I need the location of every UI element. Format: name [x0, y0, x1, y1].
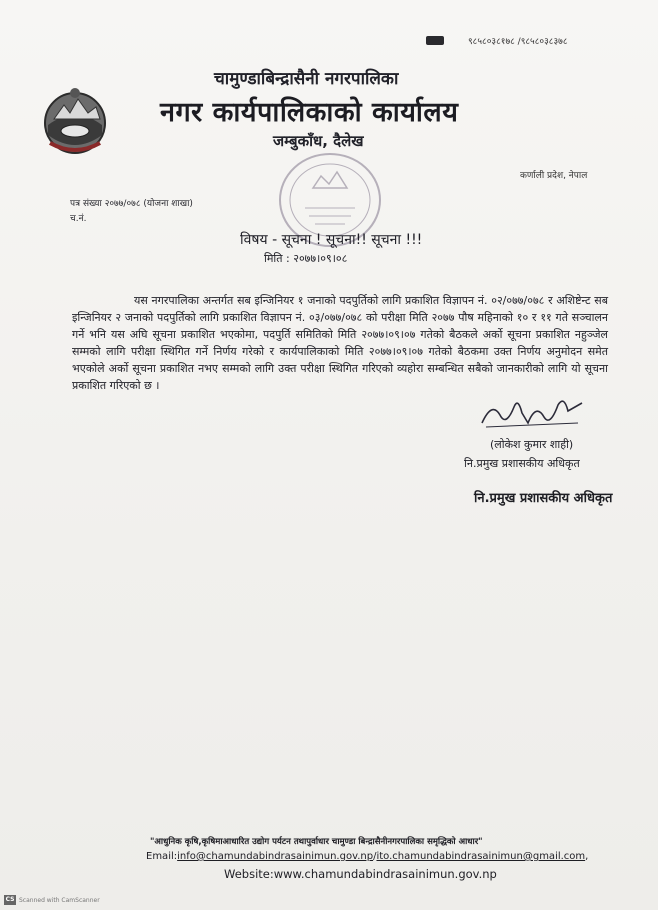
phone-icon — [426, 36, 444, 45]
notice-subject: विषय - सूचना ! सूचना!! सूचना !!! — [240, 232, 423, 248]
email-separator: / — [373, 851, 377, 862]
footer-motto: "आधुनिक कृषि,कृषिमाआधारित उद्योग पर्यटन तथापुर्वाधार चामुण्डा बिन्द्रासैनीनगरपालिका समृद्धिको आधार" — [150, 837, 483, 847]
email-link-ito[interactable]: ito.chamundabindrasainimun@gmail.com — [376, 851, 586, 862]
email-link-info[interactable]: info@chamundabindrasainimun.gov.np — [177, 851, 374, 862]
notice-body: यस नगरपालिका अन्तर्गत सब इन्जिनियर १ जनाको पदपुर्तिको लागि प्रकाशित विज्ञापन नं. ०२/०७७/०७८ र अशिष्टेन्ट सब इन्जिनियर २ जनाको पदपुर्तिको लागि प्रकाशित विज्ञापन नं. ०३/०७७/०७८ को परीक्षा मिति २०७७ पौष महिनाको १० र ११ गते सञ्चालन गर्ने भनि यस अघि सूचना प्रकाशित भएकोमा, पदपुर्ति समितिको मिति २०७७।०९।०७ गतेको बैठकले अर्को सूचना प्रकाशित नहुञ्जेल सम्मको लागि परीक्षा स्थिगित गर्ने निर्णय गरेको र कार्यपालिकाको मिति २०७७।०९।०७ गतेको बैठकमा उक्त निर्णय अनुमोदन समेत भएकोले अर्को सूचना प्रकाशित नभए सम्मको लागि उक्त परीक्षा स्थिगित गरिएको व्यहोरा सम्बन्धित सबैको जानकारीको लागि यो सूचना प्रकाशित गरिएको छ । — [72, 294, 608, 392]
notice-date: मिति : २०७७।०९।०८ — [264, 252, 348, 265]
scanner-watermark — [4, 895, 100, 905]
signer-title: नि.प्रमुख प्रशासकीय अधिकृत — [464, 457, 580, 470]
phone-numbers: ९८५८०३८१७८ /९८५८०३८३७८ — [468, 37, 568, 47]
signature-icon — [478, 393, 588, 433]
office-location: जम्बुकाँध, दैलेख — [273, 132, 364, 150]
signer-name: (लोकेश कुमार शाही) — [490, 438, 574, 451]
office-title: नगर कार्यपालिकाको कार्यालय — [160, 97, 459, 128]
camscanner-icon: CS — [5, 896, 15, 903]
email-end: , — [585, 851, 589, 862]
reference-number: पत्र संख्या २०७७/०७८ (योजना शाखा) — [70, 199, 193, 209]
email-label: Email: — [146, 851, 178, 862]
footer-email — [146, 851, 588, 862]
nepal-emblem-icon — [40, 85, 110, 157]
dispatch-number: च.नं. — [70, 214, 87, 224]
footer-website: Website:www.chamundabindrasainimun.gov.np — [224, 867, 497, 881]
province-label: कर्णाली प्रदेश, नेपाल — [520, 171, 588, 181]
scanner-text: Scanned with CamScanner — [19, 896, 100, 904]
signer-stamp: नि.प्रमुख प्रशासकीय अधिकृत — [474, 491, 613, 506]
municipality-name: चामुण्डाबिन्द्रासैनी नगरपालिका — [214, 69, 399, 89]
